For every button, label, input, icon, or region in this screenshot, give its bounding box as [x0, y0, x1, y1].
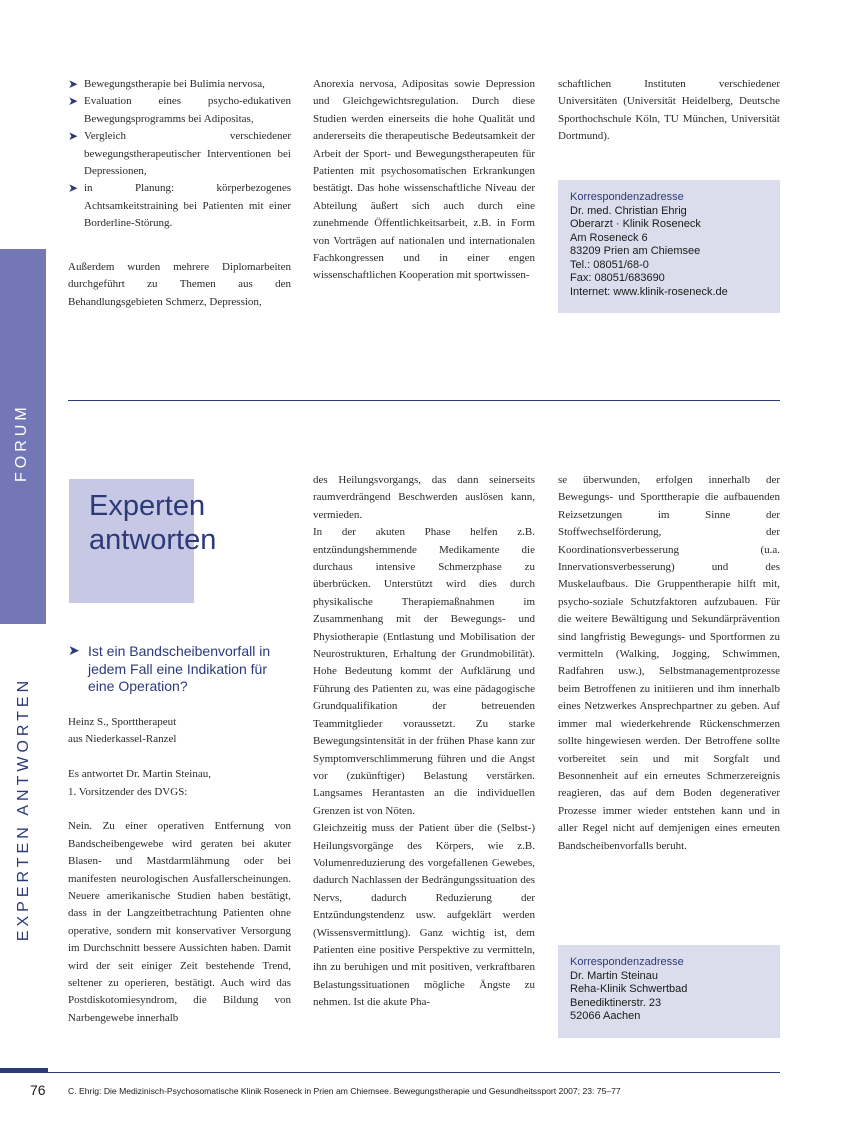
- address-line: Tel.: 08051/68-0: [570, 258, 649, 271]
- body-paragraph: Nein. Zu einer operativen Entfernung von Bandscheibengewebe wird geraten bei akuter Blasen- und Mastdarmlähmung oder bei manifesten neurologischen Ausfallerscheinungen. Neuere amerikanische Studien haben bestätigt, dass in der Langzeitbetrachtung Patienten ohne operative, sondern mit konservativer Versorgung im Durchschnitt bessere Aussichten haben. Damit wird der seit einiger Zeit bestehende Trend, seltener zu operieren, bestätigt. Auch wird das Postdiskotomiesyndrom, die Bildung von Narbengewebe innerhalb: [68, 820, 291, 1024]
- footer-rule: [48, 1072, 780, 1073]
- address-line: Benediktinerstr. 23: [570, 996, 662, 1009]
- footer-accent-bar: [0, 1068, 48, 1073]
- top-column-1: [68, 76, 291, 311]
- page-number: 76: [30, 1082, 46, 1098]
- list-item: ➤ Evaluation eines psycho-edukativen Bewegungsprogramms bei Adipositas,: [68, 94, 291, 125]
- address-line: Reha-Klinik Schwertbad: [570, 983, 688, 995]
- sidebar-section-label: FORUM: [13, 403, 30, 482]
- asker-line: Heinz S., Sporttherapeut: [68, 716, 177, 728]
- top-column-3: [558, 76, 780, 146]
- address-line: Am Roseneck 6: [570, 231, 648, 244]
- address-line: Fax: 08051/683690: [570, 272, 665, 284]
- bullet-list: [68, 76, 291, 233]
- correspondence-heading: Korrespondenzadresse: [570, 191, 684, 203]
- body-paragraph: schaftlichen Instituten verschiedener Universitäten (Universität Heidelberg, Deutsche Sporthochschule Köln, TU München, Universität Dortmund).: [558, 78, 780, 143]
- answerer-line: 1. Vorsitzender des DVGS:: [68, 785, 188, 798]
- address-line: Oberarzt · Klinik Roseneck: [570, 218, 701, 230]
- list-item: ➤ in Planung: körperbezogenes Achtsamkeitstraining bei Patienten mit einer Borderline-Störung.: [68, 181, 291, 230]
- correspondence-heading: Korrespondenzadresse: [570, 956, 684, 968]
- footer-citation: C. Ehrig: Die Medizinisch-Psychosomatische Klinik Roseneck in Prien am Chiemsee. Bewegungstherapie und Gesundheitssport 2007; 23: 75–77: [68, 1086, 621, 1096]
- body-paragraph: Außerdem wurden mehrere Diplomarbeiten durchgeführt zu Themen aus den Behandlungsgebieten Schmerz, Depression,: [68, 261, 291, 308]
- address-line: 52066 Aachen: [570, 1010, 641, 1022]
- arrow-icon: ➤: [68, 94, 79, 109]
- bottom-column-3: [558, 472, 780, 855]
- body-paragraph: Anorexia nervosa, Adipositas sowie Depression und Gleichgewichtsregulation. Durch diese Studien werden einerseits die hohe Qualität und andererseits die therapeutische Bedeutsamkeit der Arbeit der Sport- und Bewegungstherapeuten für Patienten mit psychosomatischen Erkrankungen bestätigt. Das hohe wissenschaftliche Niveau der Abteilung äußert sich auch durch eine zunehmende Öffentlichkeitsarbeit, z.B. in Form von Vorträgen auf nationalen und internationalen Fachkongressen und in einer engen wissenschaftlichen Kooperation mit sportwissen-: [313, 78, 535, 282]
- asker-line: aus Niederkassel-Ranzel: [68, 733, 177, 746]
- body-paragraph: des Heilungsvorgangs, das dann seinerseits raumverdrängend Beschwerden auslösen kann, vermieden.: [313, 474, 535, 521]
- section-divider: [68, 400, 780, 401]
- correspondence-box-ehrig: [558, 180, 780, 313]
- bottom-column-2: [313, 472, 535, 1012]
- top-column-2: [313, 76, 535, 285]
- question-heading: ➤ Ist ein Bandscheibenvorfall in jedem Fall eine Indikation für eine Operation?: [68, 643, 271, 694]
- bottom-column-1: [68, 714, 291, 1027]
- address-line: 83209 Prien am Chiemsee: [570, 245, 701, 257]
- body-paragraph: In der akuten Phase helfen z.B. entzündungshemmende Medikamente die durchaus intensive Schmerzphase zu überbrücken. Unterstützt wird dies durch physikalische Therapiemaßnahmen im Zusammenhang mit der Bewegungs- und Physiotherapie (Entlastung und Mobilisation der Neurostrukturen, Erhaltung der Grundmobilität). Hohe Bedeutung kommt der Aufklärung und Führung des Patienten zu, was eine pädagogische Grundqualifikation der betreuenden Teammitglieder voraussetzt. Zu starke Bewegungsintensität in der frühen Phase kann zur Symptomverschlimmerung führen und die Angst vor (zukünftiger) Belastung verstärken. Langsames Herantasten an die individuellen Grenzen ist von Nöten.: [313, 526, 535, 817]
- arrow-icon: ➤: [68, 643, 80, 659]
- body-paragraph: Gleichzeitig muss der Patient über die (Selbst-) Heilungsvorgänge des Körpers, wie z.B. Volumenreduzierung des vorgefallenen Gewebes, dadurch Nachlassen der Bedrängungssituation des Nervs, dadurch Reduzierung der Entzündungstendenz usw. aufgeklärt werden (Wissensvermittlung). Ganz wichtig ist, dem Patienten eine positive Perspektive zu vermitteln, ihn zu beruhigen und mit positiven, verkraftbaren Belastungssituationen mögliche Ängste zu nehmen. Ist die akute Pha-: [313, 822, 535, 1009]
- list-item: ➤ Vergleich verschiedener bewegungstherapeutischer Interventionen bei Depressionen,: [68, 129, 291, 178]
- arrow-icon: ➤: [68, 129, 79, 144]
- arrow-icon: ➤: [68, 181, 79, 196]
- address-line: Internet: www.klinik-roseneck.de: [570, 285, 728, 298]
- arrow-icon: ➤: [68, 77, 79, 91]
- address-line: Dr. Martin Steinau: [570, 969, 659, 982]
- sidebar-rubric-label: EXPERTEN ANTWORTEN: [15, 676, 32, 942]
- correspondence-box-steinau: [558, 945, 780, 1038]
- answerer-line: Es antwortet Dr. Martin Steinau,: [68, 768, 211, 781]
- list-item: ➤ Bewegungstherapie bei Bulimia nervosa,: [68, 76, 291, 93]
- address-line: Dr. med. Christian Ehrig: [570, 204, 687, 217]
- body-paragraph: se überwunden, erfolgen innerhalb der Bewegungs- und Sporttherapie die aufbauenden Reizsetzungen im Sinne der Stoffwechselförderung, der Koordinationsverbesserung (u.a. Innervationsverbesserung) und des Muskelaufbaus. Die Gruppentherapie hilft mit, psycho-soziale Schutzfaktoren aufzubauen. Für die weitere Bewältigung und Sekundärprävention sind langfristig Bewegungs- und Sportformen zu vermitteln (Walking, Jogging, Schwimmen, Radfahren usw.), Selbstmanagementprozesse beim Betroffenen zu initiieren und ihm innerhalb eines Netzwerkes Ansprechpartner zu geben. Auf immer mal wiederkehrende Rückenschmerzen sollte hingewiesen werden. Der Betroffene sollte vorbereitet sein und mit Sorgfalt und Besonnenheit auf ein erneutes Schmerzereignis reagieren, das auf dem Boden degenerativer Prozesse immer wieder entstehen kann und in aller Regel nicht auf demjenigen eines erneuten Bandscheibenvorfalls beruht.: [558, 474, 780, 852]
- section-title: Experten antworten: [89, 490, 217, 556]
